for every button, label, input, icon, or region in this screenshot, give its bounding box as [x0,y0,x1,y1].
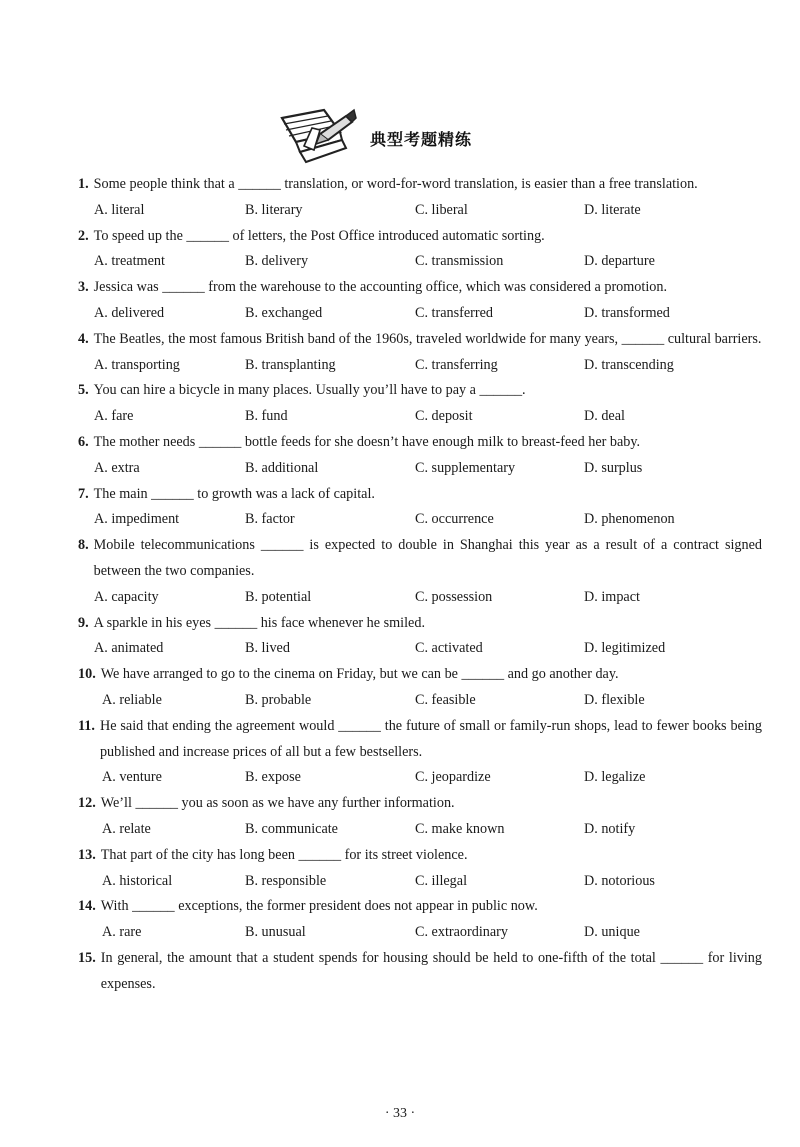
question-item [78,662,762,714]
answer-options [78,456,762,482]
option-a: A. delivered [94,304,165,321]
question-stem: With ______ exceptions, the former president does not appear in public now. [100,898,538,915]
question-stem: Mobile telecommunications ______ is expected to double in Shanghai this year as a result of a contract signed between the two companies. [93,537,762,579]
question-number: 12. [78,795,96,812]
question-stem: In general, the amount that a student spends for housing should be held to one-fifth of the total ______ for living expenses. [100,949,762,992]
option-d: D. transcending [584,356,674,373]
question-item [78,430,762,482]
question-number: 13. [78,846,96,863]
answer-options [78,249,762,275]
question-number: 14. [78,898,96,915]
option-c: C. occurrence [415,511,494,528]
option-c: C. feasible [415,691,476,708]
question-item [78,791,762,843]
option-b: B. exchanged [245,304,323,321]
option-d: D. deal [584,408,625,425]
question-list [78,172,762,998]
question-item [78,714,762,791]
question-item [78,224,762,276]
answer-options [78,301,762,327]
option-c: C. supplementary [415,459,516,476]
question-stem: You can hire a bicycle in many places. Usually you’ll have to pay a ______. [93,382,526,399]
question-number: 9. [78,614,89,631]
option-d: D. flexible [584,691,645,708]
option-b: B. probable [245,691,312,708]
option-c: C. illegal [415,872,468,889]
answer-options [78,765,762,791]
option-a: A. extra [94,459,140,476]
option-c: C. transferred [415,304,493,321]
option-b: B. delivery [245,253,309,270]
option-d: D. departure [584,253,655,270]
answer-options [78,817,762,843]
option-d: D. transformed [584,304,670,321]
option-d: D. impact [584,588,640,605]
question-number: 6. [78,433,89,450]
question-number: 4. [78,330,89,347]
question-stem: The mother needs ______ bottle feeds for she doesn’t have enough milk to breast-feed her baby. [93,433,641,450]
question-number: 11. [78,717,95,734]
answer-options [78,404,762,430]
question-stem: That part of the city has long been ______ for its street violence. [100,846,468,863]
question-stem: We have arranged to go to the cinema on Friday, but we can be ______ and go another day. [100,666,619,683]
question-item [78,946,762,998]
option-d: D. legalize [584,769,646,786]
option-d: D. notorious [584,872,655,889]
question-number: 7. [78,485,89,502]
section-header [0,100,800,170]
question-number: 10. [78,666,96,683]
question-stem: The main ______ to growth was a lack of capital. [93,485,375,502]
question-number: 2. [78,227,89,244]
answer-options [78,198,762,224]
question-item [78,611,762,663]
option-b: B. expose [245,769,301,786]
answer-options [78,507,762,533]
option-c: C. make known [415,820,505,837]
option-a: A. transporting [94,356,180,373]
question-number: 15. [78,949,96,966]
question-item [78,533,762,610]
question-stem: We’ll ______ you as soon as we have any further information. [100,795,455,812]
option-c: C. deposit [415,408,473,425]
option-b: B. lived [245,640,290,657]
option-b: B. unusual [245,924,306,941]
option-c: C. transferring [415,356,498,373]
option-c: C. activated [415,640,483,657]
option-b: B. fund [245,408,288,425]
option-c: C. transmission [415,253,504,270]
question-item [78,172,762,224]
answer-options [78,585,762,611]
option-b: B. communicate [245,820,338,837]
answer-options [78,353,762,379]
option-d: D. notify [584,820,636,837]
option-a: A. treatment [94,253,165,270]
option-c: C. jeopardize [415,769,491,786]
question-item [78,482,762,534]
option-d: D. unique [584,924,640,941]
answer-options [78,869,762,895]
option-a: A. reliable [102,691,162,708]
page-number: · 33 · [384,1106,416,1121]
option-a: A. venture [102,769,162,786]
option-b: B. transplanting [245,356,336,373]
option-a: A. historical [102,872,173,889]
option-c: C. extraordinary [415,924,508,941]
question-stem: Some people think that a ______ translation, or word-for-word translation, is easier than a free translation. [93,176,698,192]
option-a: A. rare [102,924,142,941]
answer-options [78,636,762,662]
question-number: 5. [78,382,89,399]
option-b: B. literary [245,201,303,218]
answer-options [78,688,762,714]
option-a: A. animated [94,640,164,657]
option-b: B. potential [245,588,312,605]
answer-options [78,920,762,946]
question-number: 8. [78,537,89,554]
question-stem: Jessica was ______ from the warehouse to the accounting office, which was considered a promotion. [93,279,668,296]
question-number: 3. [78,279,89,296]
question-item [78,843,762,895]
question-number: 1. [78,176,89,192]
pencil-paper-icon [276,106,358,168]
option-b: B. factor [245,511,295,528]
option-b: B. additional [245,459,319,476]
question-item [78,327,762,379]
question-stem: He said that ending the agreement would ______ the future of small or family-run shops, lead to fewer books being published and increase prices of all but a few bestsellers. [99,717,762,760]
option-a: A. relate [102,820,151,837]
question-stem: The Beatles, the most famous British band of the 1960s, traveled worldwide for many years, ______ cultural barriers. [93,330,762,347]
option-b: B. responsible [245,872,327,889]
option-a: A. literal [94,201,145,218]
option-c: C. liberal [415,201,468,218]
question-item [78,378,762,430]
question-item [78,894,762,946]
question-stem: To speed up the ______ of letters, the Post Office introduced automatic sorting. [93,227,545,244]
option-a: A. impediment [94,511,180,528]
option-a: A. capacity [94,588,159,605]
question-item [78,275,762,327]
option-d: D. surplus [584,459,643,476]
option-a: A. fare [94,408,134,425]
section-title: 典型考题精练 [370,130,473,149]
option-d: D. literate [584,201,641,218]
option-d: D. phenomenon [584,511,675,528]
option-d: D. legitimized [584,640,666,657]
option-c: C. possession [415,588,493,605]
question-stem: A sparkle in his eyes ______ his face whenever he smiled. [93,614,425,631]
